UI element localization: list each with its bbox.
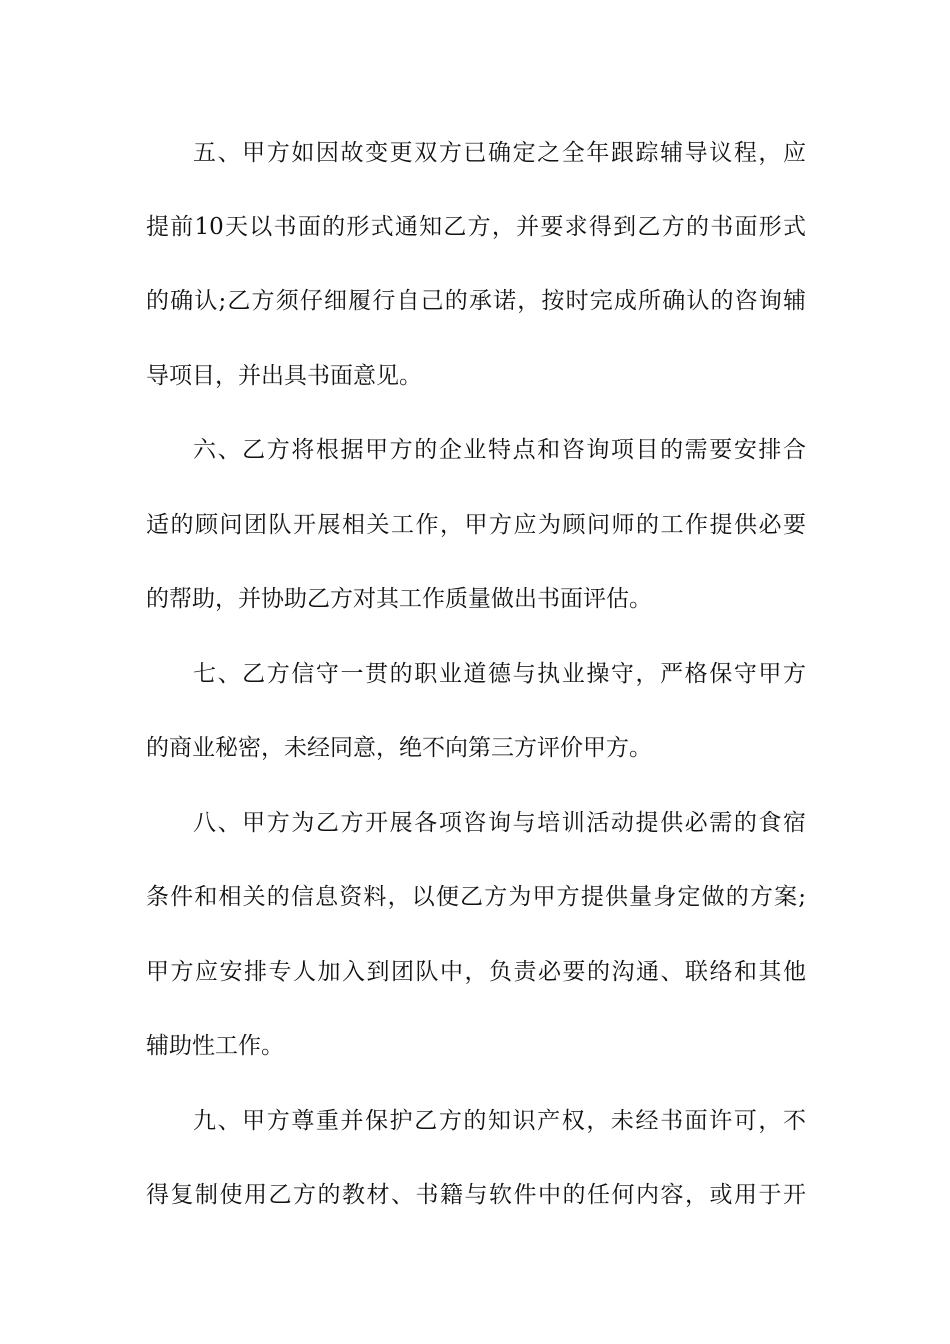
paragraph-6-line-1: 六、乙方将根据甲方的企业特点和咨询项目的需要安排合 [193,437,806,463]
paragraph-6-line-2: 适的顾问团队开展相关工作，甲方应为顾问师的工作提供必要 [146,512,806,538]
paragraph-5-line-4: 导项目，并出具书面意见。 [146,363,422,389]
paragraph-6-line-3: 的帮助，并协助乙方对其工作质量做出书面评估。 [146,586,652,612]
paragraph-5-line-1: 五、甲方如因故变更双方已确定之全年跟踪辅导议程，应 [193,140,806,166]
paragraph-5-line-3: 的确认;乙方须仔细履行自己的承诺，按时完成所确认的咨询辅 [146,288,806,314]
paragraph-7-line-1: 七、乙方信守一贯的职业道德与执业操守，严格保守甲方 [193,661,806,687]
paragraph-8-line-1: 八、甲方为乙方开展各项咨询与培训活动提供必需的食宿 [193,810,806,836]
paragraph-8-line-2: 条件和相关的信息资料，以便乙方为甲方提供量身定做的方案; [146,884,806,910]
paragraph-7-line-2: 的商业秘密，未经同意，绝不向第三方评价甲方。 [146,735,652,761]
paragraph-9-line-2: 得复制使用乙方的教材、书籍与软件中的任何内容，或用于开 [146,1182,806,1208]
paragraph-8-line-3: 甲方应安排专人加入到团队中，负责必要的沟通、联络和其他 [146,959,806,985]
paragraph-5-line-2: 提前10天以书面的形式通知乙方，并要求得到乙方的书面形式 [146,214,806,240]
paragraph-9-line-1: 九、甲方尊重并保护乙方的知识产权，未经书面许可，不 [193,1108,806,1134]
paragraph-8-line-4: 辅助性工作。 [146,1033,284,1059]
